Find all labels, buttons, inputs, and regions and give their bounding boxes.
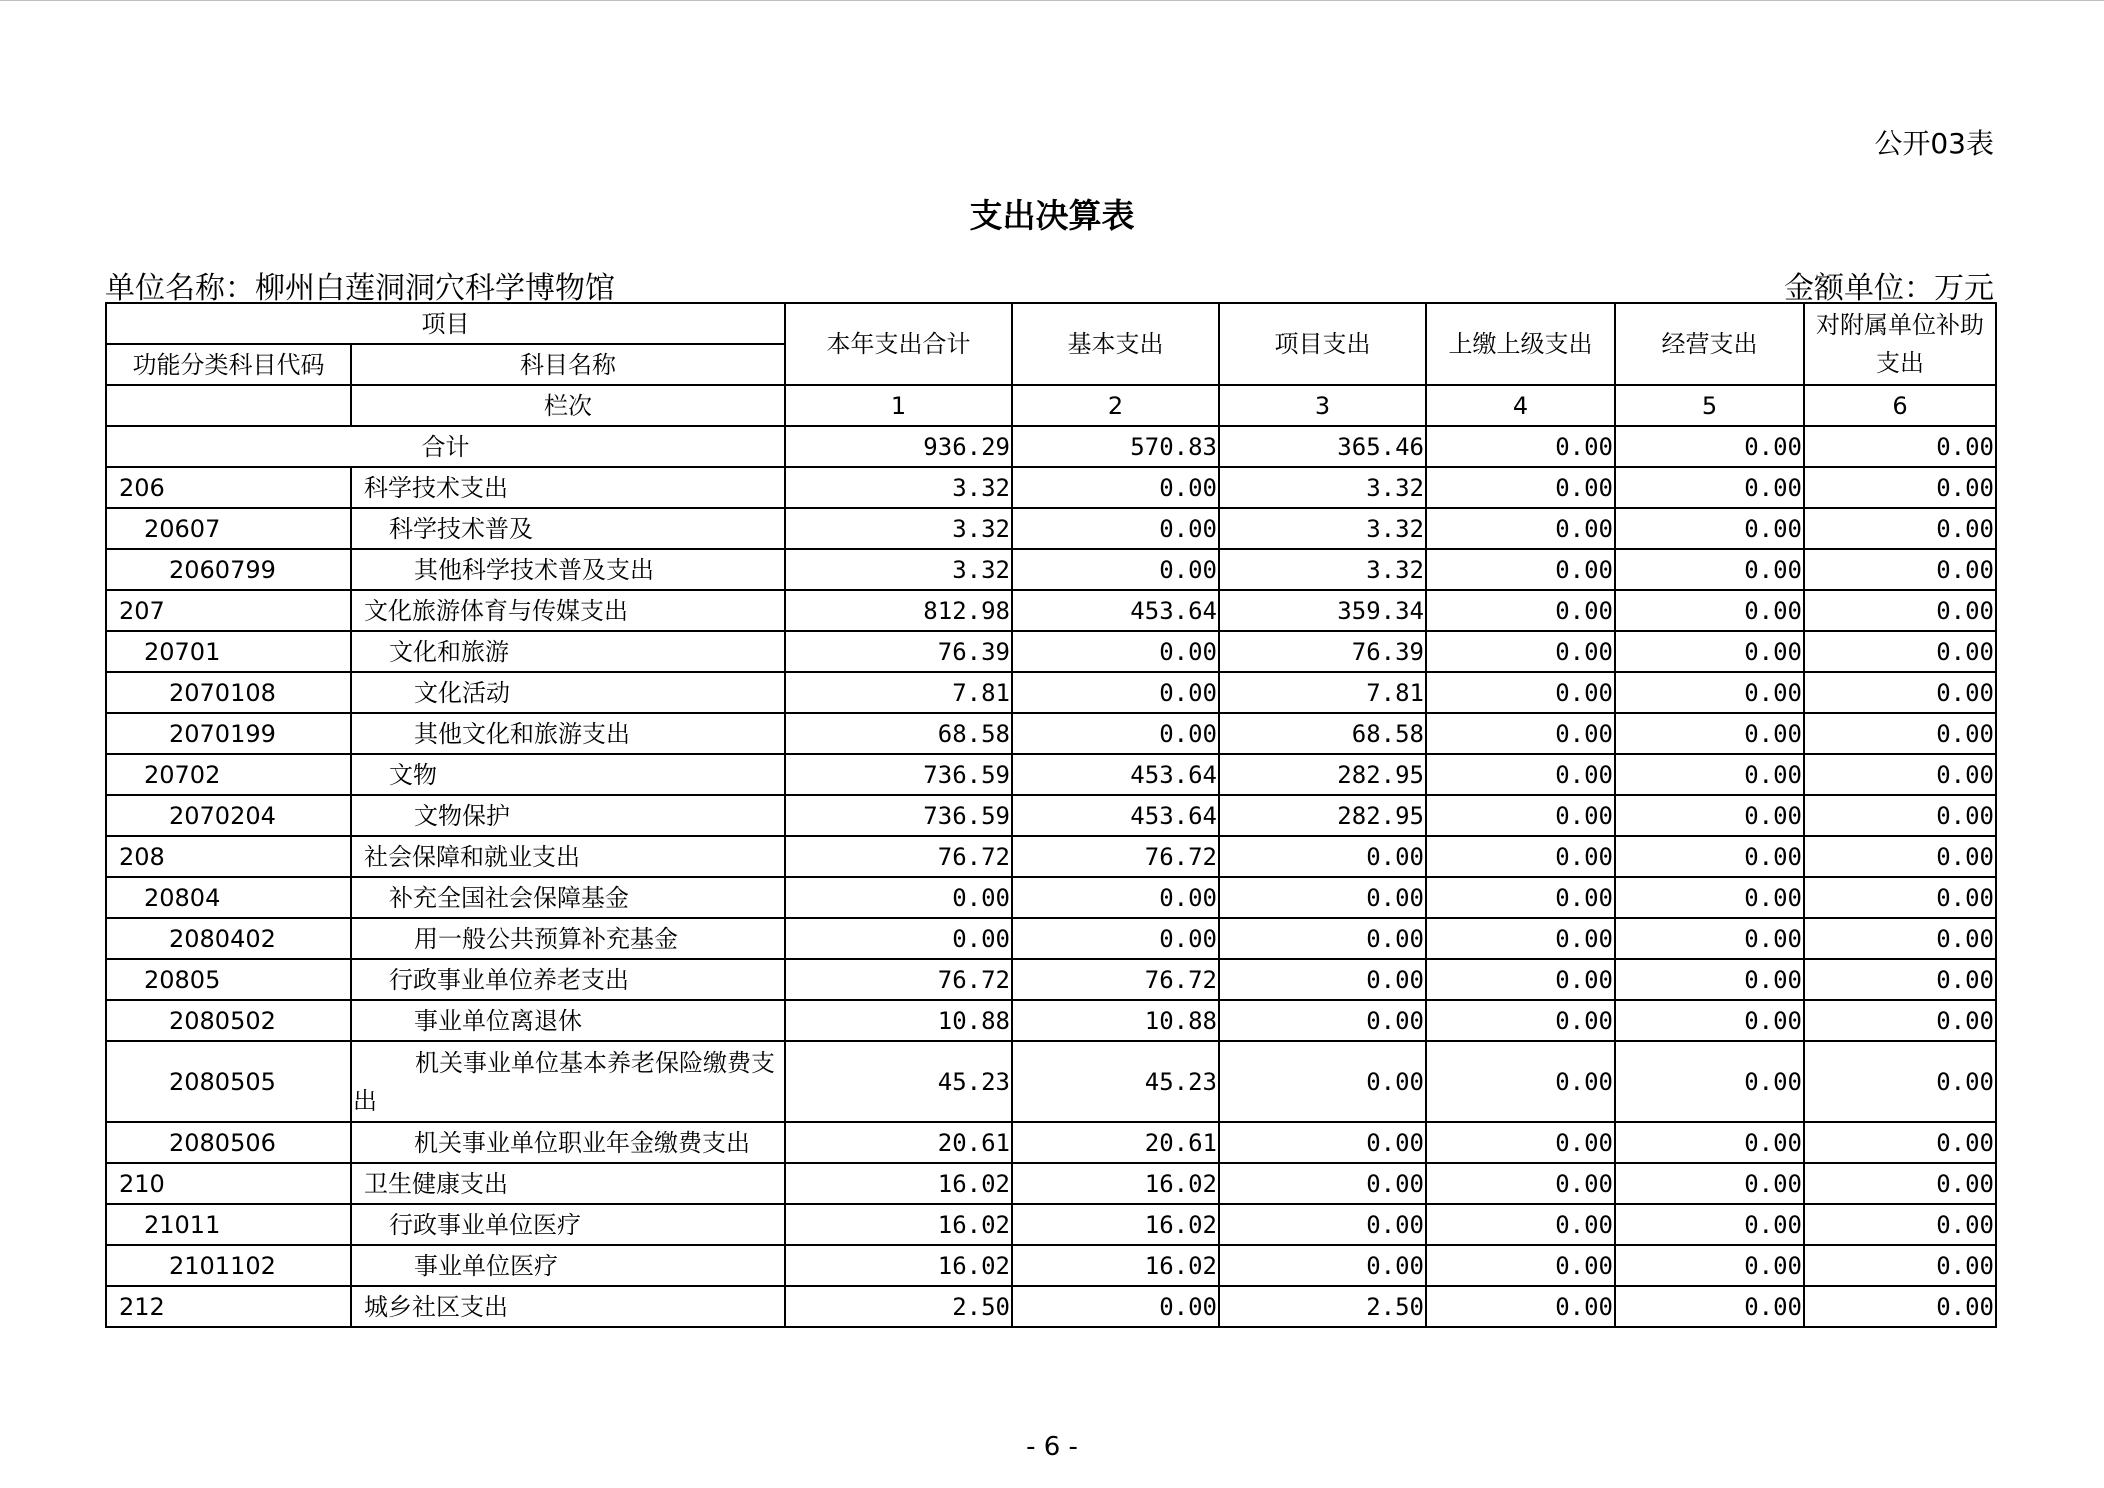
row-value: 0.00 [1804,1163,1996,1204]
row-code: 2101102 [106,1245,351,1286]
row-name: 文化旅游体育与传媒支出 [351,590,785,631]
row-value: 0.00 [1615,754,1804,795]
row-name: 其他科学技术普及支出 [351,549,785,590]
row-value: 0.00 [1426,877,1615,918]
row-value: 0.00 [1012,467,1219,508]
row-value: 0.00 [1804,959,1996,1000]
row-value: 0.00 [1615,836,1804,877]
row-value: 16.02 [785,1163,1012,1204]
row-value: 20.61 [785,1122,1012,1163]
total-value: 0.00 [1426,426,1615,467]
row-value: 68.58 [1219,713,1426,754]
row-name: 机关事业单位基本养老保险缴费支出 [351,1041,785,1122]
row-value: 0.00 [1012,713,1219,754]
row-value: 0.00 [1012,508,1219,549]
row-value: 453.64 [1012,590,1219,631]
total-row [106,426,1996,467]
table-row [106,918,1996,959]
row-value: 0.00 [1219,1041,1426,1122]
row-value: 0.00 [1012,918,1219,959]
index-4: 4 [1426,385,1615,426]
row-value: 0.00 [1804,877,1996,918]
row-value: 3.32 [785,549,1012,590]
row-value: 7.81 [1219,672,1426,713]
row-code: 20607 [106,508,351,549]
table-row [106,836,1996,877]
row-value: 0.00 [1426,1204,1615,1245]
row-value: 7.81 [785,672,1012,713]
table-row [106,467,1996,508]
row-value: 0.00 [1615,959,1804,1000]
row-code: 2080505 [106,1041,351,1122]
total-value: 936.29 [785,426,1012,467]
row-value: 16.02 [785,1245,1012,1286]
row-value: 0.00 [1426,959,1615,1000]
row-name: 事业单位离退休 [351,1000,785,1041]
header-project: 项目支出 [1219,303,1426,385]
amount-unit: 金额单位：万元 [1784,271,1994,306]
row-value: 10.88 [1012,1000,1219,1041]
row-value: 76.72 [1012,836,1219,877]
row-value: 0.00 [1804,1204,1996,1245]
row-value: 0.00 [1804,508,1996,549]
row-name: 文化和旅游 [351,631,785,672]
row-value: 0.00 [1615,549,1804,590]
row-value: 0.00 [1426,713,1615,754]
row-name: 补充全国社会保障基金 [351,877,785,918]
header-subsidy-line2: 支出 [1876,349,1924,377]
row-value: 0.00 [1615,1245,1804,1286]
row-value: 282.95 [1219,754,1426,795]
row-value: 812.98 [785,590,1012,631]
row-value: 736.59 [785,795,1012,836]
row-code: 20805 [106,959,351,1000]
row-value: 0.00 [1219,836,1426,877]
row-value: 0.00 [1426,672,1615,713]
table-row [106,713,1996,754]
table-row [106,508,1996,549]
row-value: 0.00 [1615,631,1804,672]
row-name: 社会保障和就业支出 [351,836,785,877]
header-row [106,303,1996,344]
row-value: 0.00 [1615,1204,1804,1245]
table-row [106,549,1996,590]
table-row [106,795,1996,836]
total-value: 0.00 [1615,426,1804,467]
row-value: 0.00 [1426,631,1615,672]
table-row [106,631,1996,672]
header-name: 科目名称 [351,344,785,385]
row-code: 20701 [106,631,351,672]
row-name: 行政事业单位养老支出 [351,959,785,1000]
row-value: 76.39 [1219,631,1426,672]
row-code: 207 [106,590,351,631]
row-code: 2070199 [106,713,351,754]
index-label: 栏次 [351,385,785,426]
row-value: 453.64 [1012,795,1219,836]
table-row [106,1245,1996,1286]
top-border-line [0,0,2104,1]
row-value: 0.00 [1804,795,1996,836]
row-value: 0.00 [1804,467,1996,508]
row-name: 行政事业单位医疗 [351,1204,785,1245]
row-value: 0.00 [1615,1000,1804,1041]
table-row [106,1041,1996,1122]
table-row [106,1122,1996,1163]
row-value: 0.00 [1426,918,1615,959]
row-code: 206 [106,467,351,508]
row-value: 0.00 [1804,713,1996,754]
index-5: 5 [1615,385,1804,426]
row-value: 0.00 [1219,1122,1426,1163]
row-value: 282.95 [1219,795,1426,836]
row-value: 0.00 [1804,754,1996,795]
row-name: 文化活动 [351,672,785,713]
table-row [106,1163,1996,1204]
row-value: 0.00 [1426,508,1615,549]
table-row [106,959,1996,1000]
row-value: 453.64 [1012,754,1219,795]
row-value: 0.00 [1615,1041,1804,1122]
row-value: 0.00 [1012,549,1219,590]
index-1: 1 [785,385,1012,426]
index-row [106,385,1996,426]
index-3: 3 [1219,385,1426,426]
row-value: 0.00 [1804,918,1996,959]
row-value: 0.00 [1012,877,1219,918]
row-value: 76.72 [785,836,1012,877]
index-blank [106,385,351,426]
row-code: 208 [106,836,351,877]
row-value: 76.72 [1012,959,1219,1000]
table-row [106,672,1996,713]
header-code: 功能分类科目代码 [106,344,351,385]
header-item: 项目 [106,303,785,344]
row-value: 76.39 [785,631,1012,672]
row-value: 16.02 [785,1204,1012,1245]
row-code: 2080506 [106,1122,351,1163]
row-value: 68.58 [785,713,1012,754]
row-value: 0.00 [1219,1163,1426,1204]
row-value: 0.00 [1426,795,1615,836]
row-code: 20702 [106,754,351,795]
row-value: 0.00 [1615,795,1804,836]
row-code: 212 [106,1286,351,1327]
row-value: 0.00 [1804,1122,1996,1163]
row-value: 0.00 [1615,713,1804,754]
row-value: 2.50 [785,1286,1012,1327]
row-value: 0.00 [1426,1041,1615,1122]
row-value: 0.00 [1426,1122,1615,1163]
table-row [106,1286,1996,1327]
table-row [106,590,1996,631]
row-value: 10.88 [785,1000,1012,1041]
row-value: 0.00 [1804,549,1996,590]
row-value: 0.00 [1426,1245,1615,1286]
table-row [106,1000,1996,1041]
row-code: 2070204 [106,795,351,836]
row-value: 736.59 [785,754,1012,795]
row-code: 2060799 [106,549,351,590]
table-row [106,1204,1996,1245]
row-code: 21011 [106,1204,351,1245]
header-upper: 上缴上级支出 [1426,303,1615,385]
row-name: 科学技术支出 [351,467,785,508]
row-value: 0.00 [1219,959,1426,1000]
row-value: 0.00 [1804,1286,1996,1327]
row-name: 其他文化和旅游支出 [351,713,785,754]
row-code: 2080502 [106,1000,351,1041]
row-name: 事业单位医疗 [351,1245,785,1286]
row-value: 16.02 [1012,1163,1219,1204]
row-name: 文物 [351,754,785,795]
row-value: 0.00 [1804,1000,1996,1041]
header-total: 本年支出合计 [785,303,1012,385]
row-name: 卫生健康支出 [351,1163,785,1204]
row-name: 科学技术普及 [351,508,785,549]
row-code: 20804 [106,877,351,918]
total-value: 0.00 [1804,426,1996,467]
total-label: 合计 [106,426,785,467]
row-value: 0.00 [1012,631,1219,672]
row-value: 0.00 [1804,1245,1996,1286]
row-value: 0.00 [1615,467,1804,508]
row-value: 359.34 [1219,590,1426,631]
row-value: 3.32 [785,467,1012,508]
row-value: 16.02 [1012,1245,1219,1286]
row-value: 0.00 [785,918,1012,959]
row-value: 0.00 [785,877,1012,918]
row-value: 0.00 [1804,672,1996,713]
row-value: 45.23 [1012,1041,1219,1122]
row-value: 0.00 [1219,1000,1426,1041]
row-value: 0.00 [1615,1163,1804,1204]
row-value: 0.00 [1615,1286,1804,1327]
row-value: 2.50 [1219,1286,1426,1327]
table-row [106,754,1996,795]
row-value: 0.00 [1426,549,1615,590]
header-subsidy [1804,303,1996,385]
unit-name: 单位名称：柳州白莲洞洞穴科学博物馆 [105,271,615,306]
row-code: 2080402 [106,918,351,959]
row-value: 0.00 [1615,672,1804,713]
row-value: 0.00 [1426,1286,1615,1327]
row-value: 0.00 [1219,877,1426,918]
row-value: 0.00 [1012,672,1219,713]
row-value: 0.00 [1426,590,1615,631]
row-value: 0.00 [1219,1245,1426,1286]
page-title: 支出决算表 [969,196,1135,235]
header-subsidy-line1: 对附属单位补助 [1816,311,1984,339]
row-name: 用一般公共预算补充基金 [351,918,785,959]
row-value: 0.00 [1615,918,1804,959]
row-value: 0.00 [1012,1286,1219,1327]
row-name: 城乡社区支出 [351,1286,785,1327]
row-value: 45.23 [785,1041,1012,1122]
row-value: 0.00 [1615,1122,1804,1163]
row-value: 3.32 [1219,549,1426,590]
row-value: 0.00 [1615,590,1804,631]
row-value: 0.00 [1804,1041,1996,1122]
index-2: 2 [1012,385,1219,426]
row-value: 0.00 [1219,1204,1426,1245]
page-number: - 6 - [1026,1432,1078,1462]
header-basic: 基本支出 [1012,303,1219,385]
row-value: 0.00 [1219,918,1426,959]
row-name: 文物保护 [351,795,785,836]
expense-table [105,302,1997,1328]
total-value: 570.83 [1012,426,1219,467]
row-value: 0.00 [1426,1000,1615,1041]
row-value: 16.02 [1012,1204,1219,1245]
row-value: 76.72 [785,959,1012,1000]
table-row [106,877,1996,918]
row-value: 3.32 [1219,467,1426,508]
row-value: 0.00 [1426,754,1615,795]
index-6: 6 [1804,385,1996,426]
row-value: 20.61 [1012,1122,1219,1163]
total-value: 365.46 [1219,426,1426,467]
header-business: 经营支出 [1615,303,1804,385]
row-value: 0.00 [1804,631,1996,672]
row-name: 机关事业单位职业年金缴费支出 [351,1122,785,1163]
row-value: 0.00 [1615,877,1804,918]
row-value: 0.00 [1426,1163,1615,1204]
row-value: 0.00 [1804,590,1996,631]
row-code: 2070108 [106,672,351,713]
form-number: 公开03表 [1874,127,1994,160]
row-value: 0.00 [1615,508,1804,549]
row-value: 0.00 [1426,467,1615,508]
row-value: 3.32 [1219,508,1426,549]
row-code: 210 [106,1163,351,1204]
row-value: 0.00 [1804,836,1996,877]
row-value: 0.00 [1426,836,1615,877]
row-value: 3.32 [785,508,1012,549]
